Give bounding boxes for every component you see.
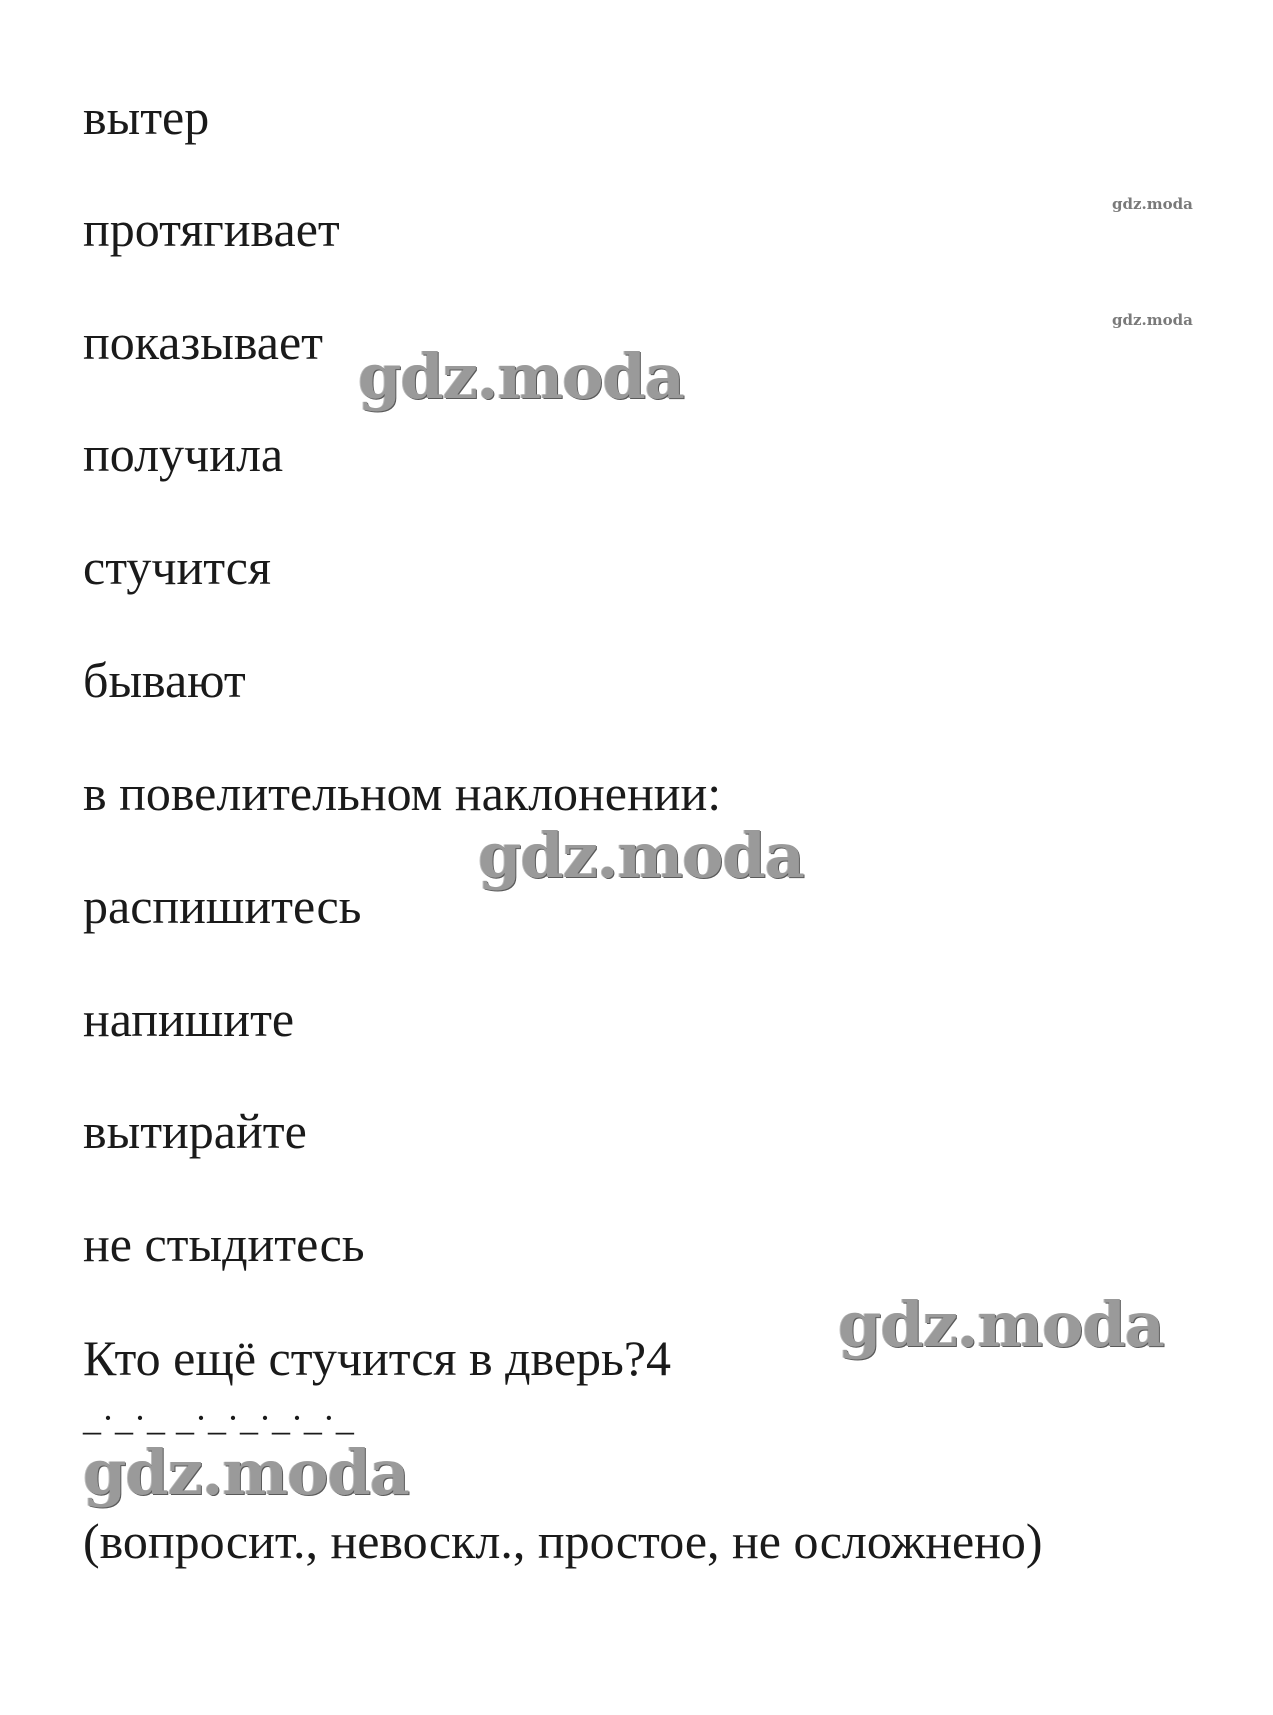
- text-line-3: показывает: [83, 314, 324, 370]
- text-line-8: распишитесь: [83, 878, 362, 934]
- watermark-large-3: gdz.moda: [838, 1288, 1164, 1361]
- watermark-large-2: gdz.moda: [478, 819, 804, 892]
- watermark-large-4: gdz.moda: [83, 1436, 409, 1509]
- text-line-12: Кто ещё стучится в дверь?4: [83, 1330, 672, 1386]
- watermark-small-1: gdz.moda: [1112, 195, 1193, 213]
- sentence-characteristics: (вопросит., невоскл., простое, не осложнено): [83, 1513, 1043, 1569]
- text-line-5: стучится: [83, 539, 271, 595]
- text-line-9: напишите: [83, 991, 295, 1047]
- watermark-small-2: gdz.moda: [1112, 311, 1193, 329]
- text-line-11: не стыдитесь: [83, 1216, 365, 1272]
- text-line-4: получила: [83, 426, 284, 482]
- watermark-large-1: gdz.moda: [358, 340, 684, 413]
- text-line-2: протягивает: [83, 201, 340, 257]
- text-line-7: в повелительном наклонении:: [83, 765, 722, 821]
- text-line-1: вытер: [83, 89, 210, 145]
- sentence-scheme: _·_·_ _·_·_·_·_·_: [83, 1398, 355, 1438]
- text-line-10: вытирайте: [83, 1103, 307, 1159]
- text-line-6: бывают: [83, 652, 246, 708]
